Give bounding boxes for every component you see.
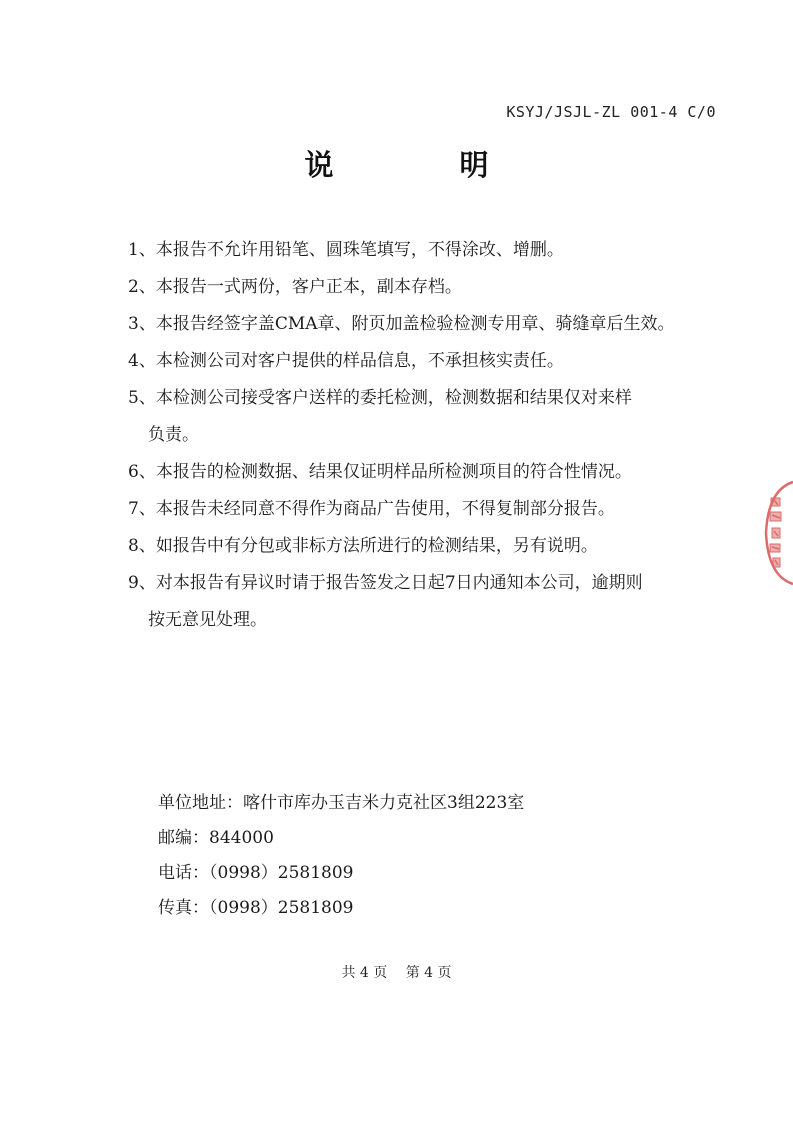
page-number [0, 962, 793, 982]
note-text: 6、本报告的检测数据、结果仅证明样品所检测项目的符合性情况。 [128, 462, 632, 482]
seam-seal-stamp [762, 478, 793, 588]
note-text: 1、本报告不允许用铅笔、圆珠笔填写，不得涂改、增删。 [128, 240, 564, 260]
notes-list [128, 232, 728, 639]
note-item [128, 232, 728, 269]
fax-number: 传真：（0998）2581809 [158, 898, 354, 918]
note-text: 9、对本报告有异议时请于报告签发之日起7日内通知本公司，逾期则 [128, 573, 643, 593]
note-item [128, 528, 728, 565]
note-continuation: 按无意见处理。 [148, 610, 267, 630]
note-text: 3、本报告经签字盖CMA章、附页加盖检验检测专用章、骑缝章后生效。 [128, 314, 675, 334]
note-item [128, 269, 728, 306]
note-text: 5、本检测公司接受客户送样的委托检测，检测数据和结果仅对来样 [128, 388, 632, 408]
note-item [128, 491, 728, 528]
note-item [128, 454, 728, 491]
page-total: 共 4 页 [341, 965, 388, 981]
note-text: 8、如报告中有分包或非标方法所进行的检测结果，另有说明。 [128, 536, 598, 556]
contact-block [158, 786, 524, 926]
phone-number: 电话：（0998）2581809 [158, 863, 354, 883]
company-address: 单位地址：喀什市库办玉吉米力克社区3组223室 [158, 793, 525, 813]
note-continuation: 负责。 [148, 425, 199, 445]
note-text: 4、本检测公司对客户提供的样品信息，不承担核实责任。 [128, 351, 564, 371]
postcode: 邮编：844000 [158, 828, 274, 848]
note-text: 2、本报告一式两份，客户正本，副本存档。 [128, 277, 462, 297]
note-item [128, 343, 728, 380]
document-code: KSYJ/JSJL-ZL 001-4 C/0 [506, 103, 716, 121]
page-current: 第 4 页 [405, 965, 452, 981]
note-item [128, 380, 728, 454]
note-text: 7、本报告未经同意不得作为商品广告使用，不得复制部分报告。 [128, 499, 615, 519]
page-title: 说 明 [304, 148, 547, 182]
note-item [128, 565, 728, 639]
note-item [128, 306, 728, 343]
